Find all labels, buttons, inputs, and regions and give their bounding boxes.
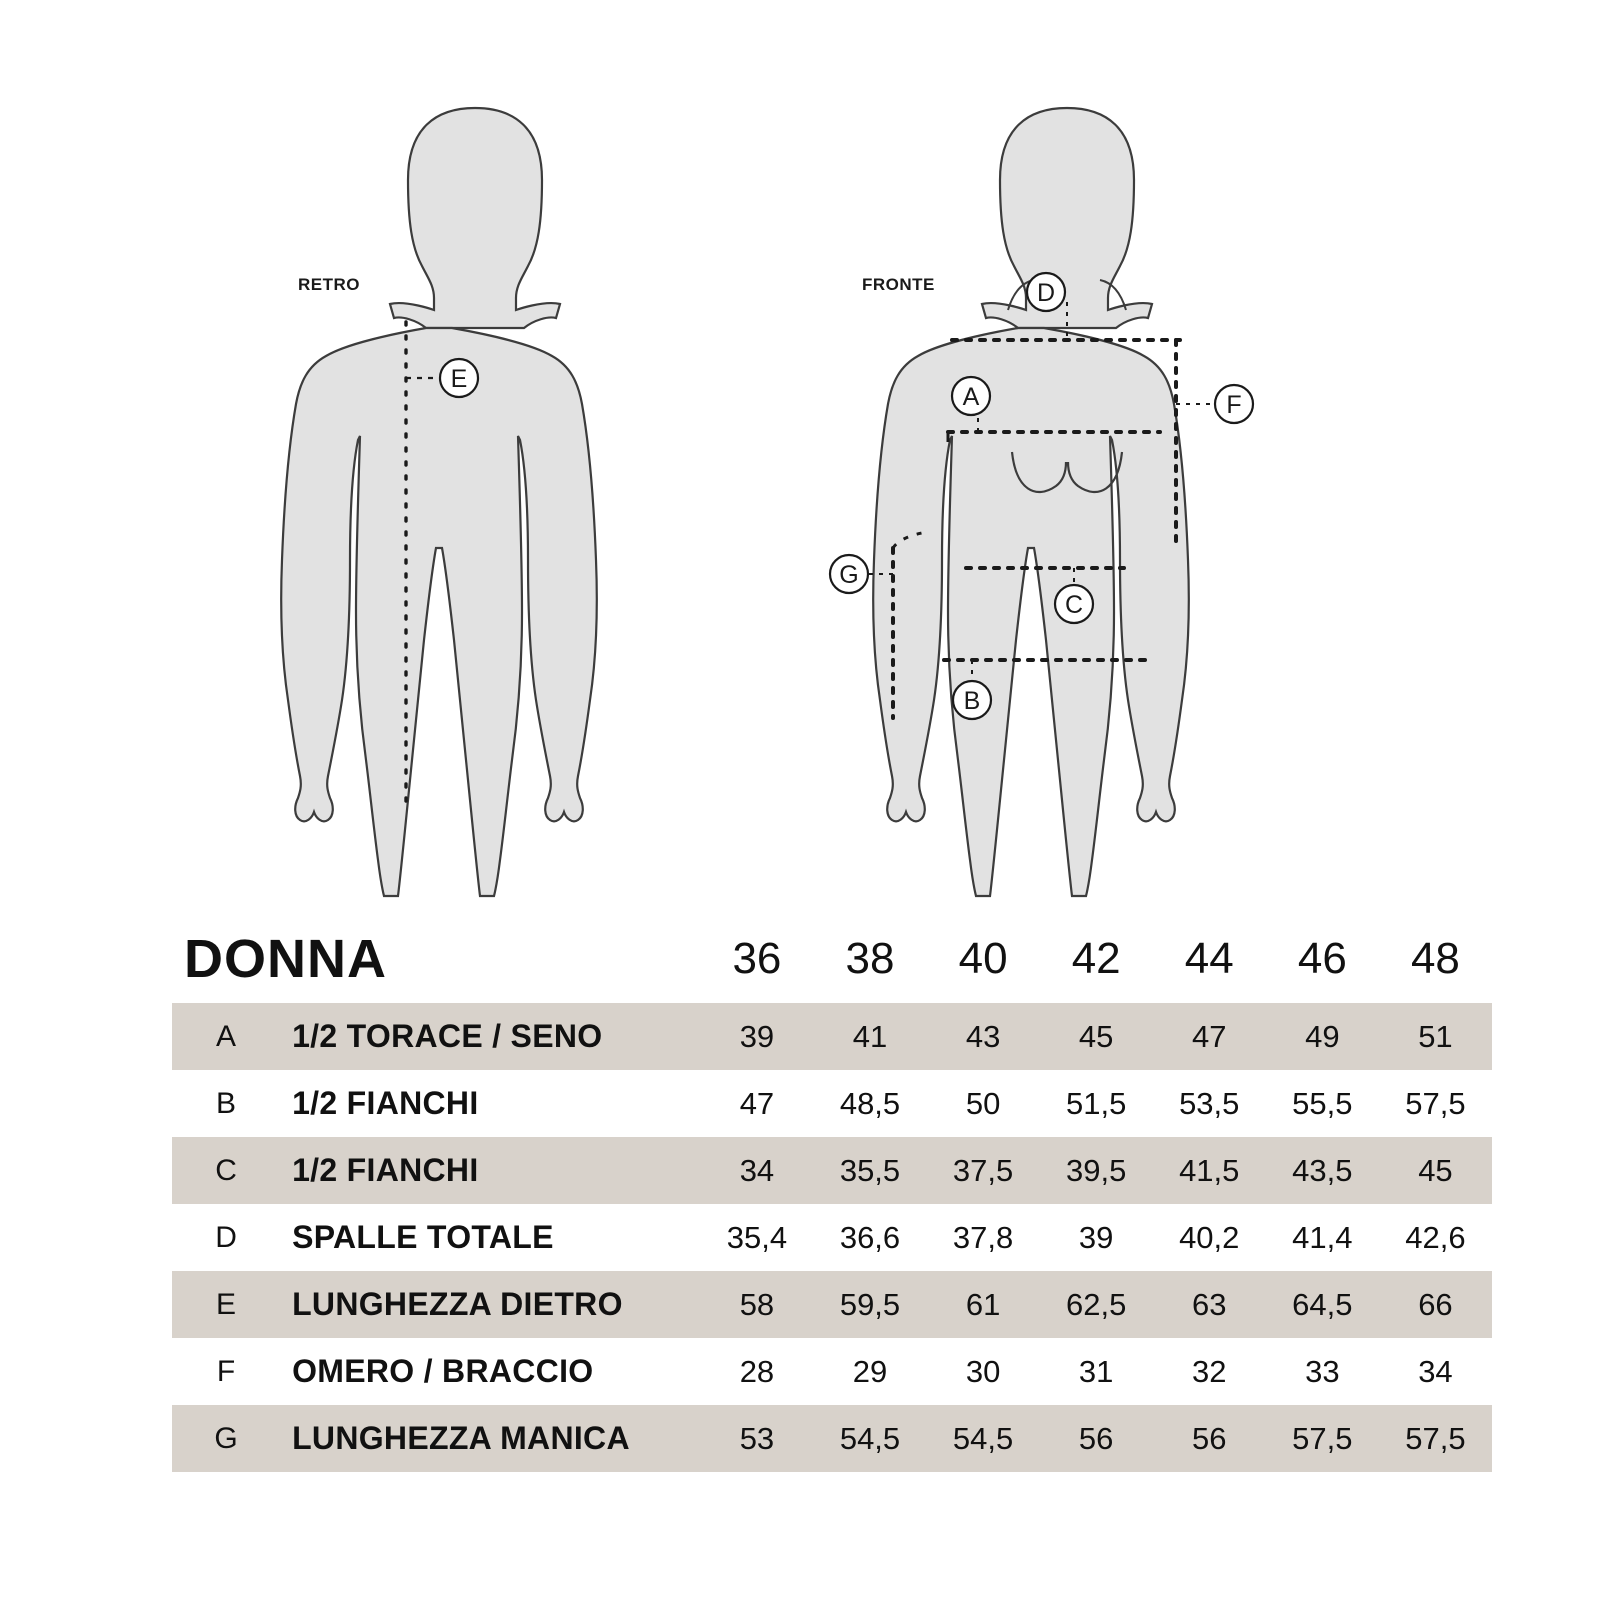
row-name-g: LUNGHEZZA MANICA [280, 1405, 700, 1472]
cell-f-44: 32 [1153, 1338, 1266, 1405]
cell-c-46: 43,5 [1266, 1137, 1379, 1204]
cell-f-38: 29 [813, 1338, 926, 1405]
cell-a-38: 41 [813, 1003, 926, 1070]
row-letter-c: C [172, 1137, 280, 1204]
callout-B [953, 681, 991, 719]
cell-g-44: 56 [1153, 1405, 1266, 1472]
size-column-36: 36 [700, 915, 813, 1003]
callout-A [952, 377, 990, 415]
size-table-container [0, 915, 1600, 1472]
row-name-f: OMERO / BRACCIO [280, 1338, 700, 1405]
row-name-e: LUNGHEZZA DIETRO [280, 1271, 700, 1338]
callout-letter-B: B [963, 687, 981, 715]
cell-f-40: 30 [927, 1338, 1040, 1405]
size-column-46: 46 [1266, 915, 1379, 1003]
cell-g-46: 57,5 [1266, 1405, 1379, 1472]
cell-e-36: 58 [700, 1271, 813, 1338]
cell-g-38: 54,5 [813, 1405, 926, 1472]
figure-back-label: RETRO [298, 275, 360, 294]
cell-g-48: 57,5 [1379, 1405, 1492, 1472]
table-row [172, 1405, 1492, 1472]
cell-a-46: 49 [1266, 1003, 1379, 1070]
cell-b-40: 50 [927, 1070, 1040, 1137]
figure-back [281, 108, 597, 896]
callout-C [1055, 585, 1093, 623]
table-row [172, 1338, 1492, 1405]
cell-c-40: 37,5 [927, 1137, 1040, 1204]
callout-letter-C: C [1064, 591, 1084, 619]
row-name-d: SPALLE TOTALE [280, 1204, 700, 1271]
cell-c-36: 34 [700, 1137, 813, 1204]
cell-g-40: 54,5 [927, 1405, 1040, 1472]
row-letter-a: A [172, 1003, 280, 1070]
row-name-c: 1/2 FIANCHI [280, 1137, 700, 1204]
row-letter-d: D [172, 1204, 280, 1271]
size-column-44: 44 [1153, 915, 1266, 1003]
cell-e-48: 66 [1379, 1271, 1492, 1338]
cell-f-42: 31 [1040, 1338, 1153, 1405]
size-column-48: 48 [1379, 915, 1492, 1003]
table-row [172, 1003, 1492, 1070]
cell-a-42: 45 [1040, 1003, 1153, 1070]
cell-b-42: 51,5 [1040, 1070, 1153, 1137]
cell-b-38: 48,5 [813, 1070, 926, 1137]
size-column-40: 40 [927, 915, 1040, 1003]
cell-d-46: 41,4 [1266, 1204, 1379, 1271]
table-row [172, 1204, 1492, 1271]
size-table [172, 915, 1492, 1472]
callout-E [440, 359, 478, 397]
cell-c-42: 39,5 [1040, 1137, 1153, 1204]
row-name-b: 1/2 FIANCHI [280, 1070, 700, 1137]
cell-e-44: 63 [1153, 1271, 1266, 1338]
size-column-38: 38 [813, 915, 926, 1003]
callout-D [1027, 273, 1065, 311]
cell-b-46: 55,5 [1266, 1070, 1379, 1137]
cell-a-44: 47 [1153, 1003, 1266, 1070]
cell-f-46: 33 [1266, 1338, 1379, 1405]
row-letter-e: E [172, 1271, 280, 1338]
row-letter-f: F [172, 1338, 280, 1405]
cell-d-42: 39 [1040, 1204, 1153, 1271]
table-header-row [172, 915, 1492, 1003]
cell-a-40: 43 [927, 1003, 1040, 1070]
cell-f-48: 34 [1379, 1338, 1492, 1405]
cell-d-40: 37,8 [927, 1204, 1040, 1271]
cell-a-36: 39 [700, 1003, 813, 1070]
cell-e-40: 61 [927, 1271, 1040, 1338]
cell-d-38: 36,6 [813, 1204, 926, 1271]
cell-d-36: 35,4 [700, 1204, 813, 1271]
row-letter-b: B [172, 1070, 280, 1137]
table-row [172, 1137, 1492, 1204]
page-title: DONNA [172, 915, 700, 1003]
cell-e-38: 59,5 [813, 1271, 926, 1338]
callout-G [830, 555, 868, 593]
table-row [172, 1271, 1492, 1338]
callout-letter-E: E [450, 365, 468, 393]
callout-F [1215, 385, 1253, 423]
table-row [172, 1070, 1492, 1137]
cell-e-42: 62,5 [1040, 1271, 1153, 1338]
cell-a-48: 51 [1379, 1003, 1492, 1070]
row-letter-g: G [172, 1405, 280, 1472]
callout-letter-F: F [1226, 391, 1242, 419]
cell-c-44: 41,5 [1153, 1137, 1266, 1204]
cell-c-48: 45 [1379, 1137, 1492, 1204]
cell-d-48: 42,6 [1379, 1204, 1492, 1271]
cell-d-44: 40,2 [1153, 1204, 1266, 1271]
callout-letter-G: G [839, 561, 859, 589]
figure-front [830, 108, 1253, 896]
figure-front-label: FRONTE [862, 275, 935, 294]
size-column-42: 42 [1040, 915, 1153, 1003]
cell-g-42: 56 [1040, 1405, 1153, 1472]
cell-f-36: 28 [700, 1338, 813, 1405]
cell-b-44: 53,5 [1153, 1070, 1266, 1137]
callout-letter-D: D [1036, 279, 1056, 307]
cell-c-38: 35,5 [813, 1137, 926, 1204]
row-name-a: 1/2 TORACE / SENO [280, 1003, 700, 1070]
cell-b-48: 57,5 [1379, 1070, 1492, 1137]
cell-b-36: 47 [700, 1070, 813, 1137]
cell-g-36: 53 [700, 1405, 813, 1472]
cell-e-46: 64,5 [1266, 1271, 1379, 1338]
callout-letter-A: A [962, 383, 980, 411]
